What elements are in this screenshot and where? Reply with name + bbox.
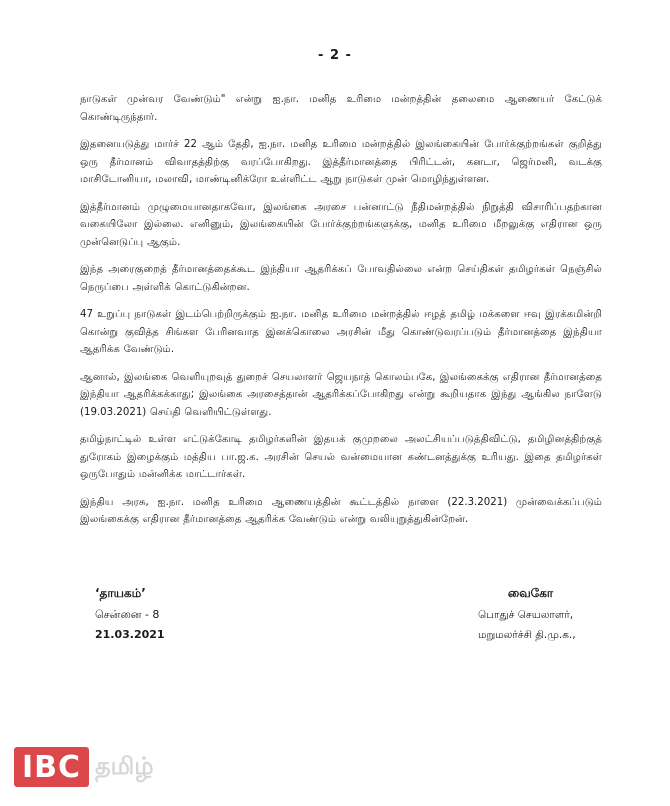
paragraph-6: ஆனால், இலங்கை வெளியுறவுத் துறைச் செயலாளர் ஜெயநாத் கொலம்பகே, இலங்கைக்கு எதிரான தீர்மானத்தை இந்தியா ஆதரிக்கக்காது; இலங்கை அரசைத்தான் ஆதரிக்கப்போகிறது என்று கூறியதாக இந்து ஆங்கில நாளேடு (19.03.2021) செய்தி வெளியிட்டுள்ளது. bbox=[80, 371, 602, 418]
paragraph-5: 47 உறுப்பு நாடுகள் இடம்பெற்றிருக்கும் ஐ.நா. மனித உரிமை மன்றத்தில் ஈழத் தமிழ் மக்களை ஈவு இரக்கமின்றி கொன்று குவித்த சிங்கள பேரினவாத இனக்கொலை அரசின் மீது கொண்டுவரப்படும் தீர்மானத்தை இந்தியா ஆதரிக்க வேண்டும். bbox=[80, 309, 602, 355]
signatory-name: வைகோ bbox=[507, 586, 554, 600]
ibc-logo: IBC bbox=[14, 747, 89, 787]
paragraph-2: இதனையடுத்து மார்ச் 22 ஆம் தேதி, ஐ.நா. மனித உரிமை மன்றத்தில் இலங்கையின் போர்க்குற்றங்கள் குறித்து ஒரு தீர்மானம் விவாதத்திற்கு வரப்போகிறது. இத்தீர்மானத்தை பிரிட்டன், கனடா, ஜெர்மனி, வடக்கு மாசிடோனியா, மலாவி, மாண்டினிக்ரோ உள்ளிட்ட ஆறு நாடுகள் முன் மொழிந்துள்ளன. bbox=[80, 139, 602, 185]
watermark-word: தமிழ் bbox=[95, 751, 154, 780]
signatory-party: மறுமலர்ச்சி தி.மு.க., bbox=[478, 629, 576, 641]
page-number: - 2 - bbox=[318, 48, 352, 63]
paragraph-1: நாடுகள் முன்வர வேண்டும்" என்று ஐ.நா. மனித உரிமை மன்றத்தின் தலைமை ஆணையர் கேட்டுக் கொண்டிருந்தார். bbox=[80, 94, 602, 123]
paragraph-3: இத்தீர்மானம் முழுமையானதாகவோ, இலங்கை அரசை பன்னாட்டு நீதிமன்றத்தில் நிறுத்தி விசாரிப்பதற்கான வகையிலோ இல்லை. எனினும், இலங்கையின் போர்க்குற்றங்களுக்கு, மனித உரிமை மீறலுக்கு எதிரான ஒரு முன்னெடுப்பு ஆகும். bbox=[80, 201, 602, 248]
date: 21.03.2021 bbox=[95, 628, 165, 641]
organization-name: ‘தாயகம்’ bbox=[95, 586, 146, 600]
paragraph-4: இந்த அரைகுறைத் தீர்மானத்தைக்கூட இந்தியா ஆதரிக்கப் போவதில்லை என்ற செய்திகள் தமிழர்கள் நெஞ்சில் நெருப்பை அள்ளிக் கொட்டுகின்றன. bbox=[80, 264, 602, 293]
ibc-tamil-watermark bbox=[14, 747, 154, 787]
paragraph-7: தமிழ்நாட்டில் உள்ள எட்டுக்கோடி தமிழர்களின் இதயக் குமுறலை அலட்சியப்படுத்திவிட்டு, தமிழினத்திற்குத் துரோகம் இழைக்கும் மத்திய பா.ஜ.க. அரசின் செயல் வன்மையான கண்டனத்துக்கு உரியது. இதை தமிழர்கள் ஒருபோதும் மன்னிக்க மாட்டார்கள். bbox=[80, 434, 602, 480]
signoff-left bbox=[95, 583, 165, 645]
paragraph-8: இந்திய அரசு, ஐ.நா. மனித உரிமை ஆணையத்தின் கூட்டத்தில் நாளை (22.3.2021) முன்வைக்கப்படும் இலங்கைக்கு எதிரான தீர்மானத்தை ஆதரிக்க வேண்டும் என்று வலியுறுத்துகின்றேன். bbox=[80, 496, 602, 525]
signoff-right bbox=[478, 583, 583, 645]
place: சென்னை - 8 bbox=[95, 608, 160, 621]
signatory-title: பொதுச் செயலாளர், bbox=[478, 609, 574, 621]
letter-body bbox=[80, 91, 602, 539]
